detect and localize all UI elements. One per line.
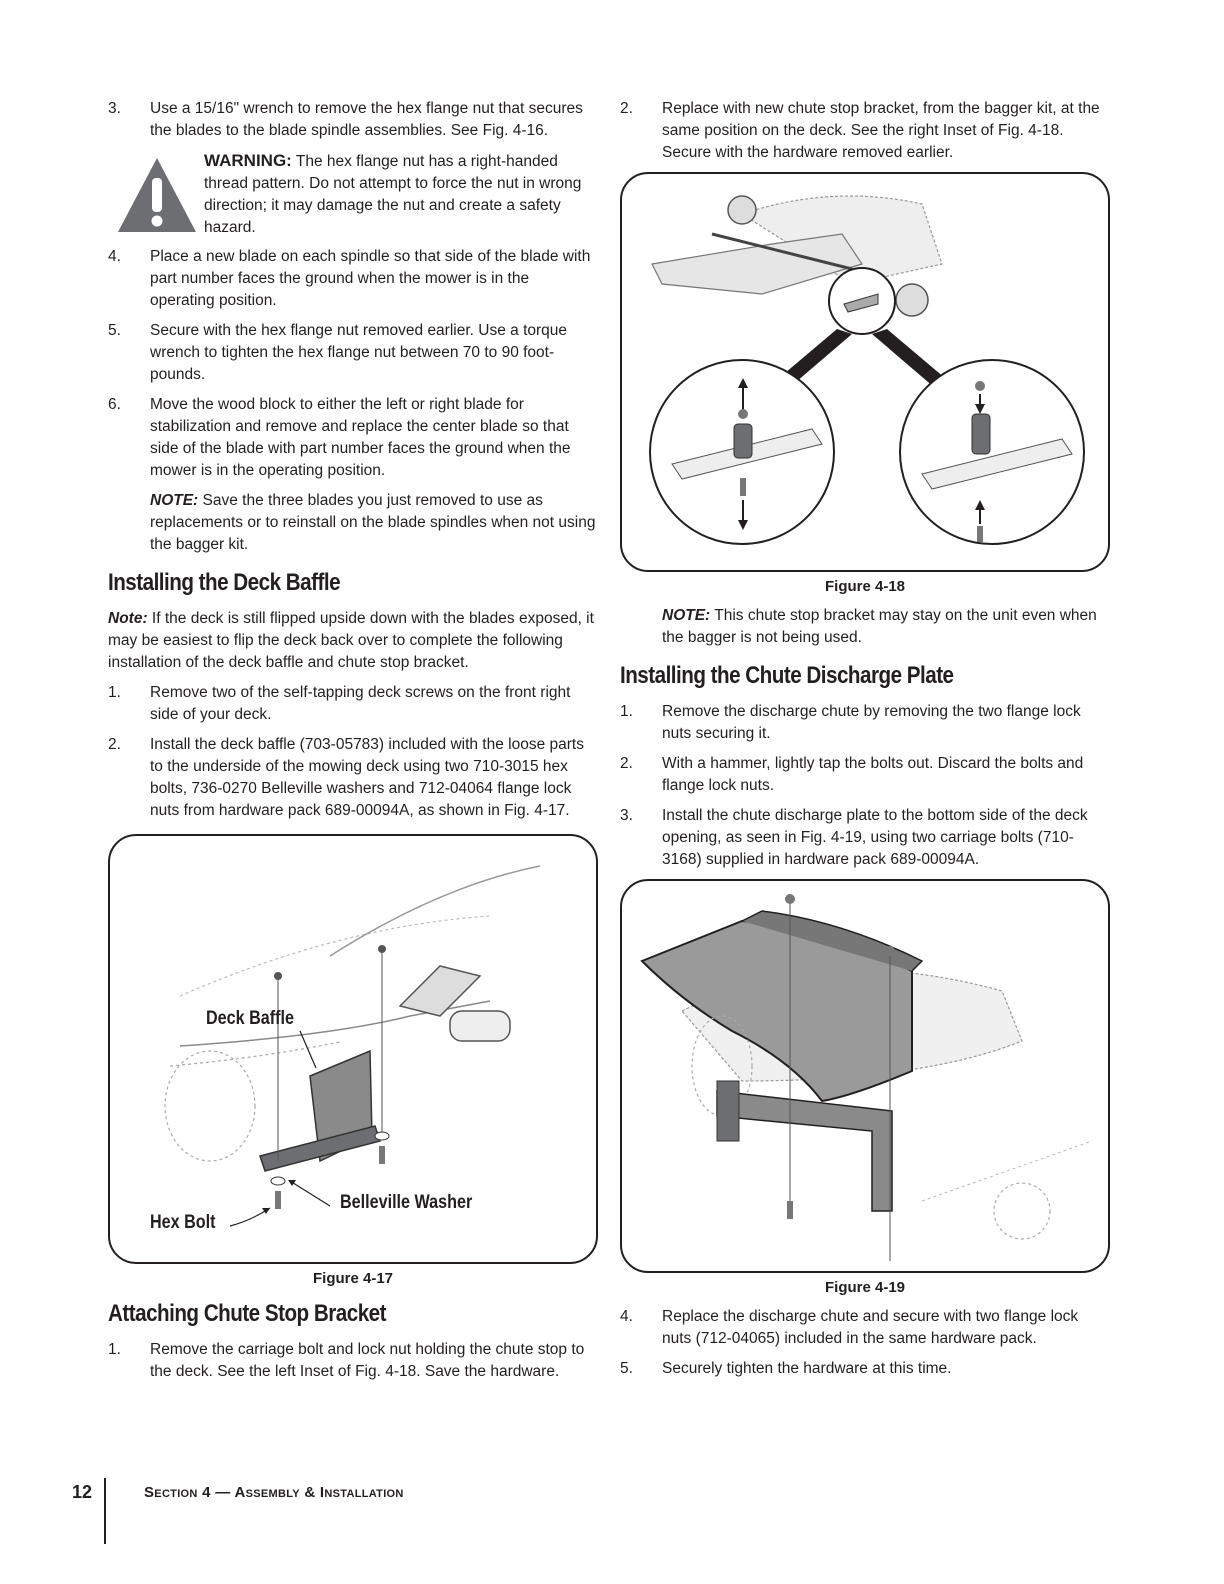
heading-installing-chute-discharge-plate: Installing the Chute Discharge Plate — [620, 662, 954, 689]
figure-4-17-caption: Figure 4-17 — [312, 1270, 394, 1287]
plate-step-1: 1. Remove the discharge chute by removing the two flange lock nuts securing it. — [620, 703, 1081, 742]
heading-attaching-chute-stop-bracket: Attaching Chute Stop Bracket — [108, 1300, 386, 1327]
note-bracket-stays: NOTE: This chute stop bracket may stay on the unit even when the bagger is not being used. — [662, 607, 1097, 646]
baffle-step-1: 1. Remove two of the self-tapping deck screws on the front right side of your deck. — [108, 684, 571, 723]
chute-stop-bracket-illustration — [622, 174, 1108, 568]
baffle-step-2: 2. Install the deck baffle (703-05783) included with the loose parts to the underside of the mowing deck using two 710-3015 hex bolts, 736-0270 Belleville washers and 712-04064 flange lock nuts from hardware pack 689-00094A, as shown in Fig. 4-17. — [108, 736, 584, 819]
chute-discharge-plate-illustration — [622, 881, 1108, 1269]
step-6-move-block: 6. Move the wood block to either the left or right blade for stabilization and remove and replace the center blade so that side of the blade with part number faces the ground when the mower is in the operating position. — [108, 396, 571, 479]
step-4-place-blade: 4. Place a new blade on each spindle so that side of the blade with part number faces the ground when the mower is in the operating position. — [108, 248, 591, 309]
step-2-replace-bracket: 2. Replace with new chute stop bracket, from the bagger kit, at the same position on the deck. See the right Inset of Fig. 4-18. Secure with the hardware removed earlier. — [620, 100, 1100, 161]
figure-4-17 — [108, 834, 598, 1264]
warning-triangle-icon — [116, 156, 198, 234]
warning-block — [108, 150, 598, 240]
figure-4-19-caption: Figure 4-19 — [824, 1279, 906, 1296]
final-step-4: 4. Replace the discharge chute and secure with two flange lock nuts (712-04065) included in the same hardware pack. — [620, 1308, 1079, 1347]
chute-stop-step-1: 1. Remove the carriage bolt and lock nut holding the chute stop to the deck. See the left Inset of Fig. 4-18. Save the hardware. — [108, 1341, 585, 1380]
left-column — [108, 98, 598, 1391]
label-belleville-washer: Belleville Washer — [340, 1192, 473, 1213]
right-column — [620, 98, 1110, 1388]
warning-label: WARNING: — [204, 151, 292, 170]
step-3-remove-nut: 3. Use a 15/16" wrench to remove the hex flange nut that secures the blades to the blade spindle assemblies. See Fig. 4-16. — [108, 100, 583, 139]
section-title: Section 4 — Assembly & Installation — [144, 1484, 404, 1501]
final-step-5: 5. Securely tighten the hardware at this time. — [620, 1360, 952, 1377]
plate-step-2: 2. With a hammer, lightly tap the bolts out. Discard the bolts and flange lock nuts. — [620, 755, 1084, 794]
plate-step-3: 3. Install the chute discharge plate to the bottom side of the deck opening, as seen in Fig. 4-19, using two carriage bolts (710-3168) supplied in hardware pack 689-00094A. — [620, 807, 1088, 868]
footer-divider — [104, 1478, 106, 1544]
note-save-blades: NOTE: Save the three blades you just removed to use as replacements or to reinstall on the blade spindles when not using the bagger kit. — [150, 492, 596, 553]
figure-4-18 — [620, 172, 1110, 572]
step-5-secure-nut: 5. Secure with the hex flange nut removed earlier. Use a torque wrench to tighten the hex flange nut between 70 to 90 foot-pounds. — [108, 322, 568, 383]
label-deck-baffle: Deck Baffle — [206, 1008, 294, 1029]
warning-text: The hex flange nut has a right-handed thread pattern. Do not attempt to force the nut in wrong direction; it may damage the nut and create a safety hazard. — [204, 153, 582, 236]
figure-4-19 — [620, 879, 1110, 1273]
label-hex-bolt: Hex Bolt — [150, 1212, 216, 1233]
page-number: 12 — [72, 1482, 93, 1502]
heading-installing-deck-baffle: Installing the Deck Baffle — [108, 569, 341, 596]
figure-4-18-caption: Figure 4-18 — [824, 578, 906, 595]
note-flip-deck: Note: If the deck is still flipped upside down with the blades exposed, it may be easiest to flip the deck back over to complete the following installation of the deck baffle and chute stop bracket. — [108, 610, 594, 671]
